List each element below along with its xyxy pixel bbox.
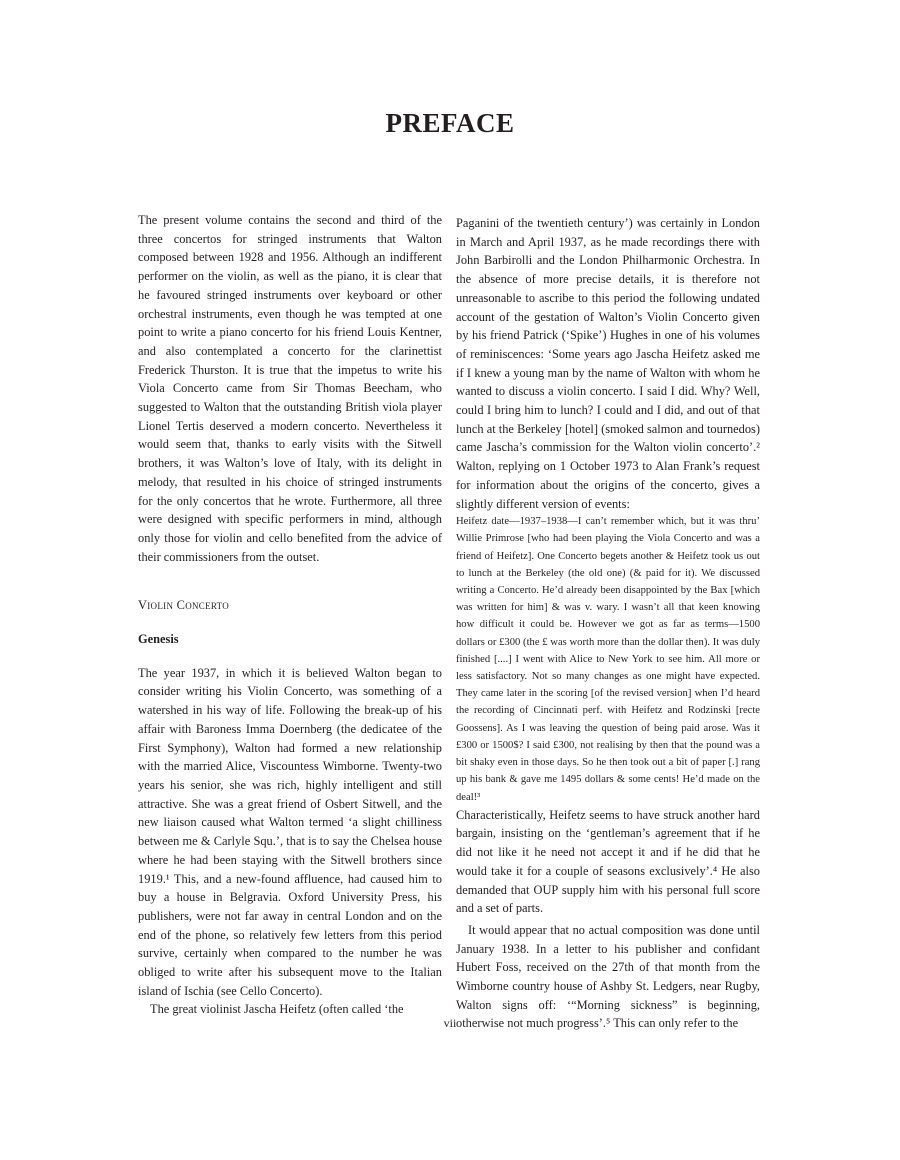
right-column (456, 214, 760, 1033)
section-heading-violin-concerto: Violin Concerto (138, 598, 230, 613)
continuation-paragraph: Paganini of the twentieth century’) was certainly in London in March and April 1937, as he made recordings there with John Barbirolli and the London Philharmonic Orchestra. In the absence of more precise details, it is therefore not unreasonable to ascribe to this period the following undated account of the gestation of Walton’s Violin Concerto given by his friend Patrick (‘Spike’) Hughes in one of his volumes of reminiscences: ‘Some years ago Jascha Heifetz asked me if I knew a young man by the name of Walton with whom he wanted to discuss a violin concerto. I said I did. Why? Well, could I bring him to lunch? I could and I did, and out of that lunch at the Berkeley [hotel] (smoked salmon and tournedos) came Jascha’s commission for the Walton violin concerto’.² Walton, replying on 1 October 1973 to Alan Frank’s request for information about the origins of the concerto, gives a slightly different version of events: (456, 216, 760, 511)
composition-paragraph: It would appear that no actual composition was done until January 1938. In a letter to his publisher and confidant Hubert Foss, received on the 27th of that month from the Wimborne country house of Ashby St. Ledgers, near Rugby, Walton signs off: ‘“Morning sickness” is beginning, otherwise not much progress’.⁵ This can only refer to the (456, 922, 760, 1031)
genesis-paragraph: The year 1937, in which it is believed Walton began to consider writing his Violin Concerto, was something of a watershed in his way of life. Following the break-up of his affair with Baroness Imma Doernberg (the dedicatee of the First Symphony), Walton had formed a new relationship with the married Alice, Viscountess Wimborne. Twenty-two years his senior, she was rich, highly intelligent and still attractive. She was a great friend of Osbert Sitwell, and the new liaison caused what Walton termed ‘a slight chilliness between me & Carlyle Squ.’, that is to say the Chelsea house where he had been staying with the Sitwell brothers since 1919.¹ This, and a new-found affluence, had caused him to buy a house in Belgravia. Oxford University Press, his publishers, were not far away in central London and on the end of the phone, so relatively few letters from this period survive, certainly when compared to the number he was obliged to write after his subsequent move to the Italian island of Ischia (see Cello Concerto). (138, 665, 442, 998)
page-title: PREFACE (385, 108, 515, 138)
page-number: vii (443, 1016, 457, 1030)
subheading-genesis: Genesis (138, 632, 179, 647)
intro-paragraph: The present volume contains the second and third of the three concertos for stringed instruments that Walton composed between 1928 and 1956. Although an indifferent performer on the violin, as well as the piano, it is clear that he favoured stringed instruments over keyboard or other orchestral instruments, even though he was tempted at one point to write a piano concerto for his friend Louis Kentner, and also contemplated a concerto for the clarinettist Frederick Thurston. It is true that the impetus to write his Viola Concerto came from Sir Thomas Beecham, who suggested to Walton that the outstanding British viola player Lionel Tertis deserved a modern concerto. Nevertheless it would seem that, thanks to early visits with the Sitwell brothers, it was Walton’s love of Italy, with its delight in melody, that resulted in his choice of stringed instruments for the only concertos that he wrote. Furthermore, all three were designed with specific performers in mind, although only those for violin and cello benefited from the advice of their commissioners from the outset. (138, 213, 442, 564)
bargain-paragraph: Characteristically, Heifetz seems to have struck another hard bargain, insisting on the ‘gentleman’s agreement that if he did not like it he need not accept it and if he did that he would take it for a couple of seasons exclusively’.⁴ He also demanded that OUP supply him with his personal full score and a set of parts. (456, 807, 760, 916)
left-column (138, 211, 442, 1019)
heifetz-paragraph-start: The great violinist Jascha Heifetz (often called ‘the (150, 1002, 404, 1017)
walton-quote: Heifetz date—1937–1938—I can’t remember which, but it was thru’ Willie Primrose [who had been playing the Viola Concerto and was a friend of Heifetz]. One Concerto begets another & Heifetz took us out to lunch at the Berkeley (the old one) (& paid for it). We discussed writing a Concerto. He’d already been disappointed by the Bax [which was written for him] & was v. wary. I wasn’t all that keen knowing how difficult it could be. However we got as far as terms—1500 dollars or £300 (the £ was worth more than the dollar then). It was duly finished [....] I went with Alice to New York to see him. All more or less satisfactory. Not so many changes as one might have expected. They came later in the scoring [of the revised version] when I’d heard the recording of Cincinnati perf. with Heifetz and Rodzinski [recte Goossens]. As I was leaving the question of being paid arose. Was it £300 or 1500$? I said £300, not realising by then that the pound was a bit shaky even in those days. So he then took out a bit of paper [.] rang up his bank & gave me 1495 dollars & some cents! He’d made on the deal!³ (456, 516, 760, 803)
